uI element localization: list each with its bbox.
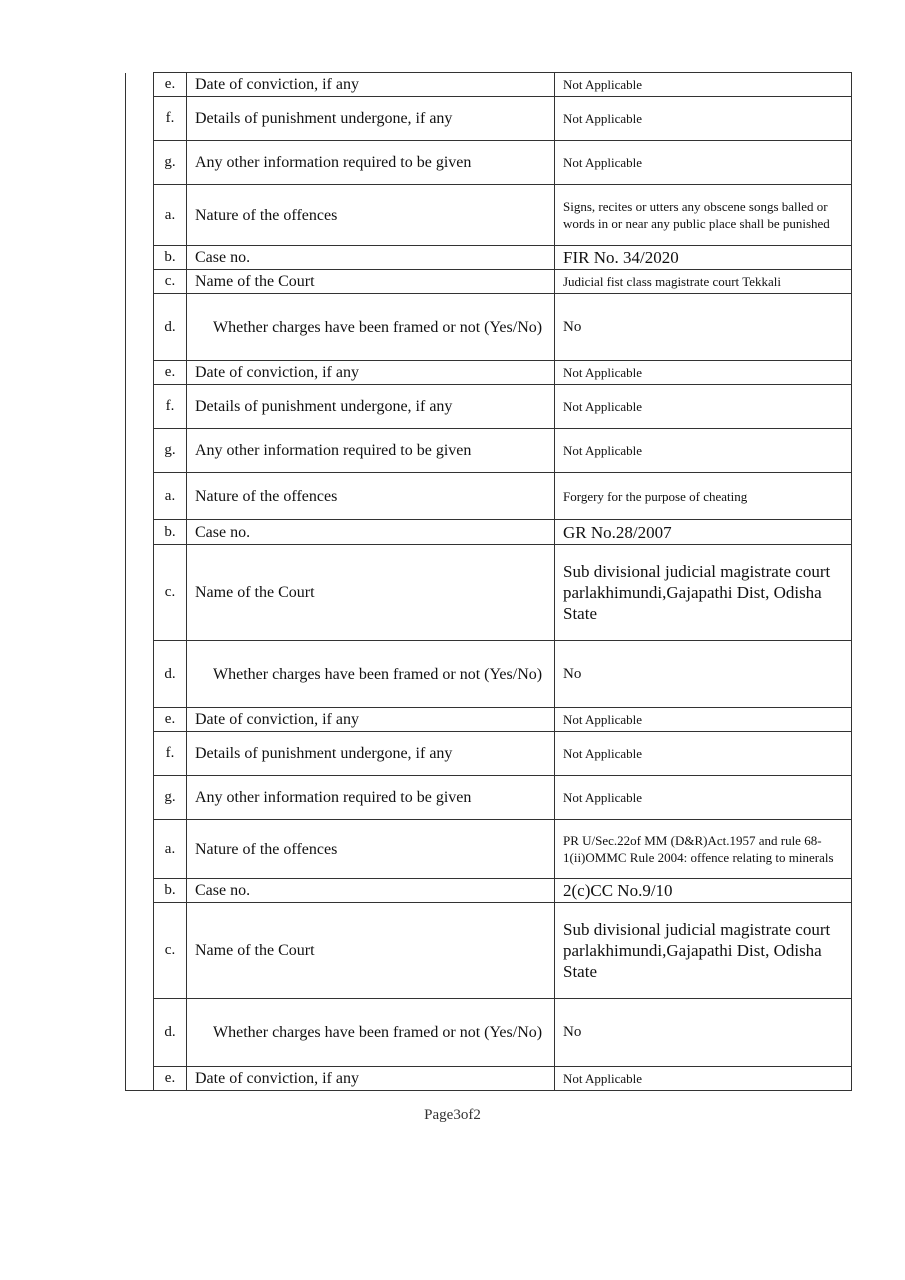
row-value xyxy=(555,141,852,185)
row-field-text: Case no. xyxy=(195,249,251,266)
row-field-label xyxy=(187,879,555,903)
row-value xyxy=(555,732,852,776)
row-field-text: Whether charges have been framed or not (Yes/No) xyxy=(213,318,543,336)
row-field-label xyxy=(187,776,555,820)
table-row xyxy=(126,732,852,776)
row-field-text: Nature of the offences xyxy=(195,487,338,505)
row-field-text: Name of the Court xyxy=(195,273,315,290)
row-field-text: Date of conviction, if any xyxy=(195,1070,359,1087)
row-value xyxy=(555,246,852,270)
row-field-label xyxy=(187,732,555,776)
table-row xyxy=(126,641,852,708)
row-field-label xyxy=(187,361,555,385)
row-field-text: Any other information required to be given xyxy=(195,442,472,459)
row-letter: b. xyxy=(154,520,187,545)
table-row xyxy=(126,776,852,820)
row-field-label xyxy=(187,429,555,473)
row-letter: b. xyxy=(154,879,187,903)
row-value-text: Signs, recites or utters any obscene songs balled or words in or near any public place shall be punished xyxy=(563,199,830,231)
row-value-text: PR U/Sec.22of MM (D&R)Act.1957 and rule 68-1(ii)OMMC Rule 2004: offence relating to minerals xyxy=(563,833,834,865)
row-value-text: Not Applicable xyxy=(563,111,643,126)
row-value-text: Forgery for the purpose of cheating xyxy=(563,488,748,504)
row-field-text: Name of the Court xyxy=(195,942,315,959)
row-value-text: Sub divisional judicial magistrate court parlakhimundi,Gajapathi Dist, Odisha State xyxy=(563,562,831,623)
table-row xyxy=(126,879,852,903)
row-letter: d. xyxy=(154,641,187,708)
row-value xyxy=(555,708,852,732)
row-field-text: Details of punishment undergone, if any xyxy=(195,398,453,415)
row-field-label xyxy=(187,903,555,999)
row-field-label xyxy=(187,545,555,641)
row-value-text: Not Applicable xyxy=(563,399,643,414)
row-field-label xyxy=(187,73,555,97)
row-field-label xyxy=(187,141,555,185)
row-letter: g. xyxy=(154,429,187,473)
row-letter: f. xyxy=(154,385,187,429)
row-letter: e. xyxy=(154,73,187,97)
row-letter: g. xyxy=(154,141,187,185)
row-letter: c. xyxy=(154,545,187,641)
row-letter: f. xyxy=(154,97,187,141)
row-letter: e. xyxy=(154,1067,187,1091)
row-value xyxy=(555,97,852,141)
row-value-text: Not Applicable xyxy=(563,790,643,805)
table-row xyxy=(126,246,852,270)
table-row xyxy=(126,820,852,879)
row-field-text: Details of punishment undergone, if any xyxy=(195,745,453,762)
row-letter: c. xyxy=(154,903,187,999)
row-value-text: No xyxy=(563,318,582,335)
row-field-label xyxy=(187,820,555,879)
table-row xyxy=(126,141,852,185)
row-field-text: Date of conviction, if any xyxy=(195,364,359,381)
row-field-label xyxy=(187,999,555,1067)
row-field-text: Any other information required to be given xyxy=(195,154,472,171)
row-value xyxy=(555,641,852,708)
row-value-text: Not Applicable xyxy=(563,365,643,380)
row-value-text: Sub divisional judicial magistrate court parlakhimundi,Gajapathi Dist, Odisha State xyxy=(563,920,831,981)
table-row xyxy=(126,999,852,1067)
offences-table-container xyxy=(125,72,834,1091)
table-row xyxy=(126,545,852,641)
table-row xyxy=(126,1067,852,1091)
row-field-label xyxy=(187,294,555,361)
row-value xyxy=(555,903,852,999)
row-letter: d. xyxy=(154,999,187,1067)
table-row xyxy=(126,429,852,473)
page-number: Page3of2 xyxy=(424,1107,481,1123)
row-field-text: Nature of the offences xyxy=(195,206,338,224)
row-letter: b. xyxy=(154,246,187,270)
row-value-text: No xyxy=(563,665,582,682)
row-letter: a. xyxy=(154,473,187,520)
row-letter: a. xyxy=(154,185,187,246)
table-row xyxy=(126,473,852,520)
table-row xyxy=(126,520,852,545)
row-field-label xyxy=(187,385,555,429)
row-field-label xyxy=(187,641,555,708)
table-row xyxy=(126,385,852,429)
row-value xyxy=(555,185,852,246)
row-value xyxy=(555,776,852,820)
row-value xyxy=(555,73,852,97)
row-value-text: Not Applicable xyxy=(563,155,643,170)
row-field-label xyxy=(187,1067,555,1091)
row-value-text: Not Applicable xyxy=(563,1071,643,1086)
row-field-text: Any other information required to be given xyxy=(195,789,472,806)
row-field-label xyxy=(187,97,555,141)
row-value xyxy=(555,270,852,294)
row-field-text: Date of conviction, if any xyxy=(195,76,359,93)
row-value xyxy=(555,294,852,361)
row-value-text: Judicial fist class magistrate court Tekkali xyxy=(563,274,781,289)
row-value-text: No xyxy=(563,1024,582,1040)
row-field-label xyxy=(187,185,555,246)
row-value-text: GR No.28/2007 xyxy=(563,522,672,542)
table-row xyxy=(126,903,852,999)
offences-table-body xyxy=(126,73,852,1091)
row-value xyxy=(555,429,852,473)
row-field-label xyxy=(187,473,555,520)
row-letter: g. xyxy=(154,776,187,820)
row-value-text: Not Applicable xyxy=(563,712,643,727)
row-field-label xyxy=(187,270,555,294)
table-row xyxy=(126,708,852,732)
row-value-text: 2(c)CC No.9/10 xyxy=(563,881,673,900)
row-letter: e. xyxy=(154,361,187,385)
table-row xyxy=(126,73,852,97)
row-value xyxy=(555,385,852,429)
row-value xyxy=(555,361,852,385)
row-field-text: Whether charges have been framed or not (Yes/No) xyxy=(213,665,543,683)
row-value-text: Not Applicable xyxy=(563,746,643,761)
row-field-text: Name of the Court xyxy=(195,584,315,601)
row-letter: e. xyxy=(154,708,187,732)
row-field-text: Nature of the offences xyxy=(195,840,338,858)
row-letter: a. xyxy=(154,820,187,879)
row-value xyxy=(555,879,852,903)
row-value-text: Not Applicable xyxy=(563,77,643,92)
row-letter: c. xyxy=(154,270,187,294)
row-value xyxy=(555,520,852,545)
row-field-text: Whether charges have been framed or not (Yes/No) xyxy=(213,1024,543,1041)
table-row xyxy=(126,294,852,361)
row-value-text: FIR No. 34/2020 xyxy=(563,248,679,267)
row-field-text: Case no. xyxy=(195,882,251,899)
row-value-text: Not Applicable xyxy=(563,443,643,458)
row-value xyxy=(555,820,852,879)
row-field-text: Date of conviction, if any xyxy=(195,711,359,728)
row-value xyxy=(555,473,852,520)
row-field-label xyxy=(187,708,555,732)
row-value xyxy=(555,1067,852,1091)
row-field-text: Case no. xyxy=(195,523,251,541)
row-field-label xyxy=(187,520,555,545)
row-value xyxy=(555,545,852,641)
table-row xyxy=(126,97,852,141)
row-value xyxy=(555,999,852,1067)
table-row xyxy=(126,185,852,246)
left-gutter-column xyxy=(126,73,154,1091)
row-letter: d. xyxy=(154,294,187,361)
offences-table xyxy=(125,72,852,1091)
row-letter: f. xyxy=(154,732,187,776)
table-row xyxy=(126,270,852,294)
row-field-label xyxy=(187,246,555,270)
row-field-text: Details of punishment undergone, if any xyxy=(195,110,453,127)
table-row xyxy=(126,361,852,385)
